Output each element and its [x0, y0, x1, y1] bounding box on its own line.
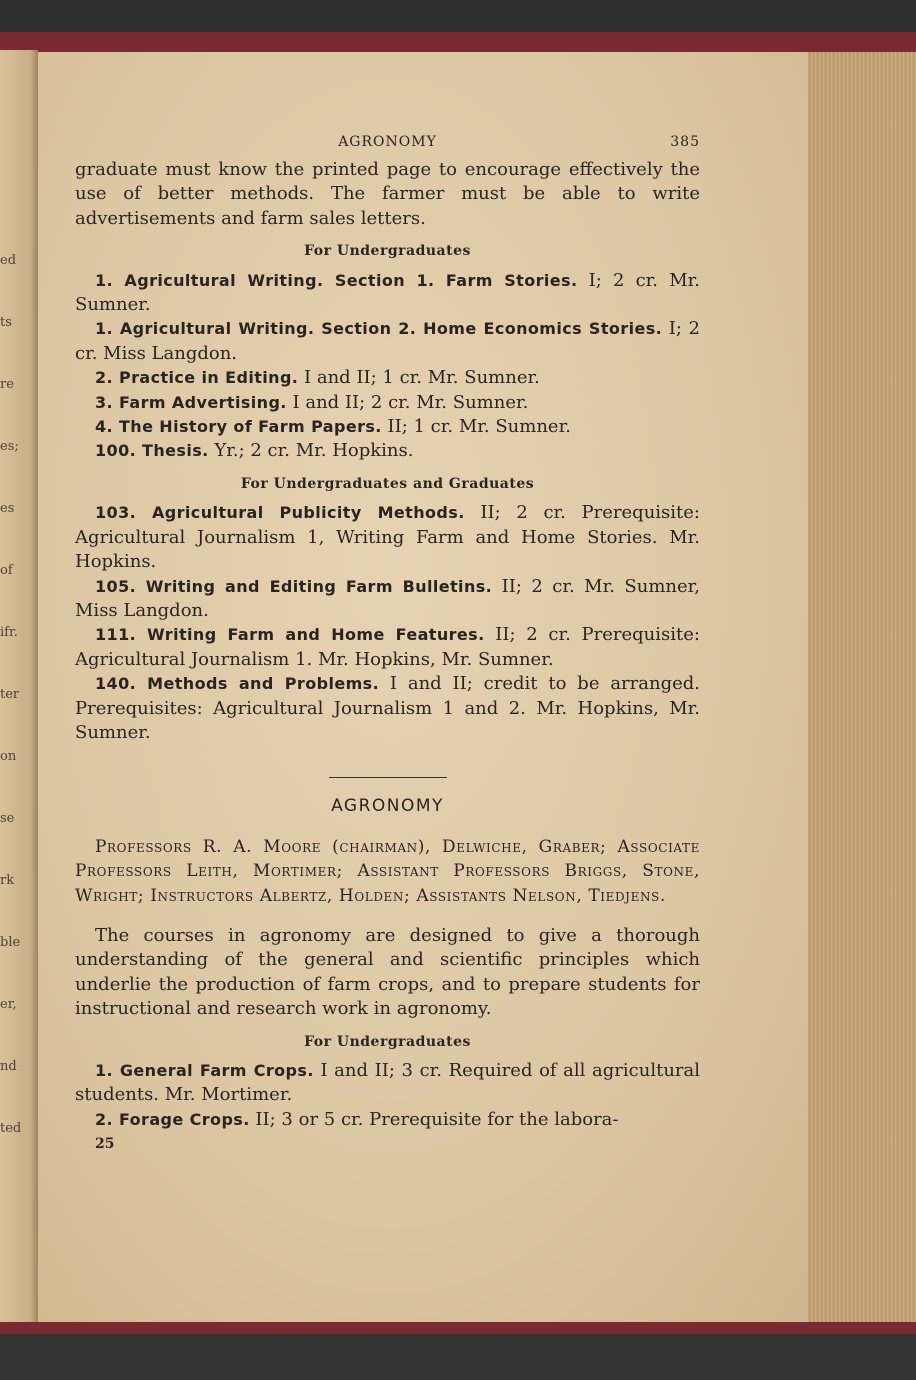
course-entry	[75, 269, 700, 318]
course-details: I and II; 2 cr. Mr. Sumner.	[286, 391, 529, 413]
course-entry	[75, 1059, 700, 1108]
intro-paragraph: The courses in agronomy are designed to give a thorough understanding of the general and scientific principles which underlie the production of farm crops, and to prepare students for instructional and research work in agronomy.	[75, 924, 700, 1020]
course-name: 140. Methods and Problems.	[95, 674, 380, 694]
faculty-list: Professors R. A. Moore (chairman), Delwiche, Graber; Associate Professors Leith, Mortimer; Assistant Professors Briggs, Stone, Wright; Instructors Albertz, Holden; Assistants Nelson, Tiedjens.	[75, 836, 700, 906]
signature-mark: 25	[95, 1136, 115, 1153]
course-name: 1. Agricultural Writing. Section 2. Home Economics Stories.	[95, 319, 663, 339]
course-entry	[75, 1108, 700, 1132]
course-details: II; 3 or 5 cr. Prerequisite for the labora-	[249, 1108, 619, 1130]
course-details: Yr.; 2 cr. Mr. Hopkins.	[208, 440, 414, 462]
course-entry	[75, 575, 700, 624]
course-entry	[75, 623, 700, 672]
course-name: 111. Writing Farm and Home Features.	[95, 625, 485, 645]
section-title: AGRONOMY	[331, 796, 444, 817]
scan-background-bottom	[0, 1334, 916, 1380]
journalism-undergrad-courses	[75, 269, 700, 464]
page-content	[75, 130, 700, 1157]
course-name: 105. Writing and Editing Farm Bulletins.	[95, 576, 493, 596]
course-details: II; 2 cr. Mr. Sumner, Miss Langdon.	[75, 575, 701, 621]
course-name: 1. General Farm Crops.	[95, 1061, 314, 1080]
course-entry	[75, 439, 700, 463]
course-entry	[75, 366, 700, 390]
course-name: 103. Agricultural Publicity Methods.	[95, 503, 465, 523]
course-name: 3. Farm Advertising.	[95, 392, 287, 412]
course-details: I; 2 cr. Mr. Sumner.	[75, 269, 700, 316]
course-name: 100. Thesis.	[95, 441, 209, 461]
course-entry	[75, 415, 700, 439]
course-name: 2. Forage Crops.	[95, 1109, 250, 1129]
page-block-edges	[808, 52, 916, 1324]
journalism-grad-heading: For Undergraduates and Graduates	[240, 475, 535, 492]
page-number: 385	[670, 134, 700, 150]
section-divider	[329, 777, 447, 778]
course-details: II; 1 cr. Mr. Sumner.	[381, 416, 571, 438]
course-name: 4. The History of Farm Papers.	[95, 417, 382, 437]
course-entry	[75, 672, 700, 745]
facing-page-edge	[0, 50, 38, 1325]
journalism-grad-courses	[75, 501, 700, 745]
running-head-title: AGRONOMY	[338, 134, 437, 150]
course-details: I and II; 3 cr. Required of all agricultural students. Mr. Mortimer.	[75, 1060, 701, 1106]
book-cover-bottom	[0, 1322, 916, 1334]
course-details: I and II; credit to be arranged. Prerequisites: Agricultural Journalism 1 and 2. Mr. Hopkins, Mr. Sumner.	[75, 673, 700, 743]
agronomy-undergrad-courses	[75, 1059, 700, 1132]
course-details: I and II; 1 cr. Mr. Sumner.	[298, 367, 540, 389]
running-head	[75, 130, 700, 158]
course-entry	[75, 391, 700, 415]
course-details: II; 2 cr. Prerequisite: Agricultural Journalism 1, Writing Farm and Home Stories. Mr. Hopkins.	[75, 502, 700, 573]
journalism-undergrad-heading: For Undergraduates	[304, 243, 471, 260]
book-cover-top	[0, 32, 916, 52]
course-name: 2. Practice in Editing.	[95, 368, 299, 388]
scan-background-top	[0, 0, 916, 32]
course-details: II; 2 cr. Prerequisite: Agricultural Journalism 1. Mr. Hopkins, Mr. Sumner.	[75, 624, 700, 670]
continuation-paragraph: graduate must know the printed page to encourage effectively the use of better methods. The farmer must be able to write advertisements and farm sales letters.	[75, 159, 700, 229]
course-entry	[75, 501, 700, 574]
agronomy-undergrad-heading: For Undergraduates	[304, 1033, 471, 1050]
facing-page-text: ed ts re es; es of ifr. ter on se rk ble er, nd ted	[0, 253, 22, 1136]
course-name: 1. Agricultural Writing. Section 1. Farm Stories.	[95, 270, 578, 290]
course-details: I; 2 cr. Miss Langdon.	[75, 318, 700, 364]
course-entry	[75, 317, 700, 366]
